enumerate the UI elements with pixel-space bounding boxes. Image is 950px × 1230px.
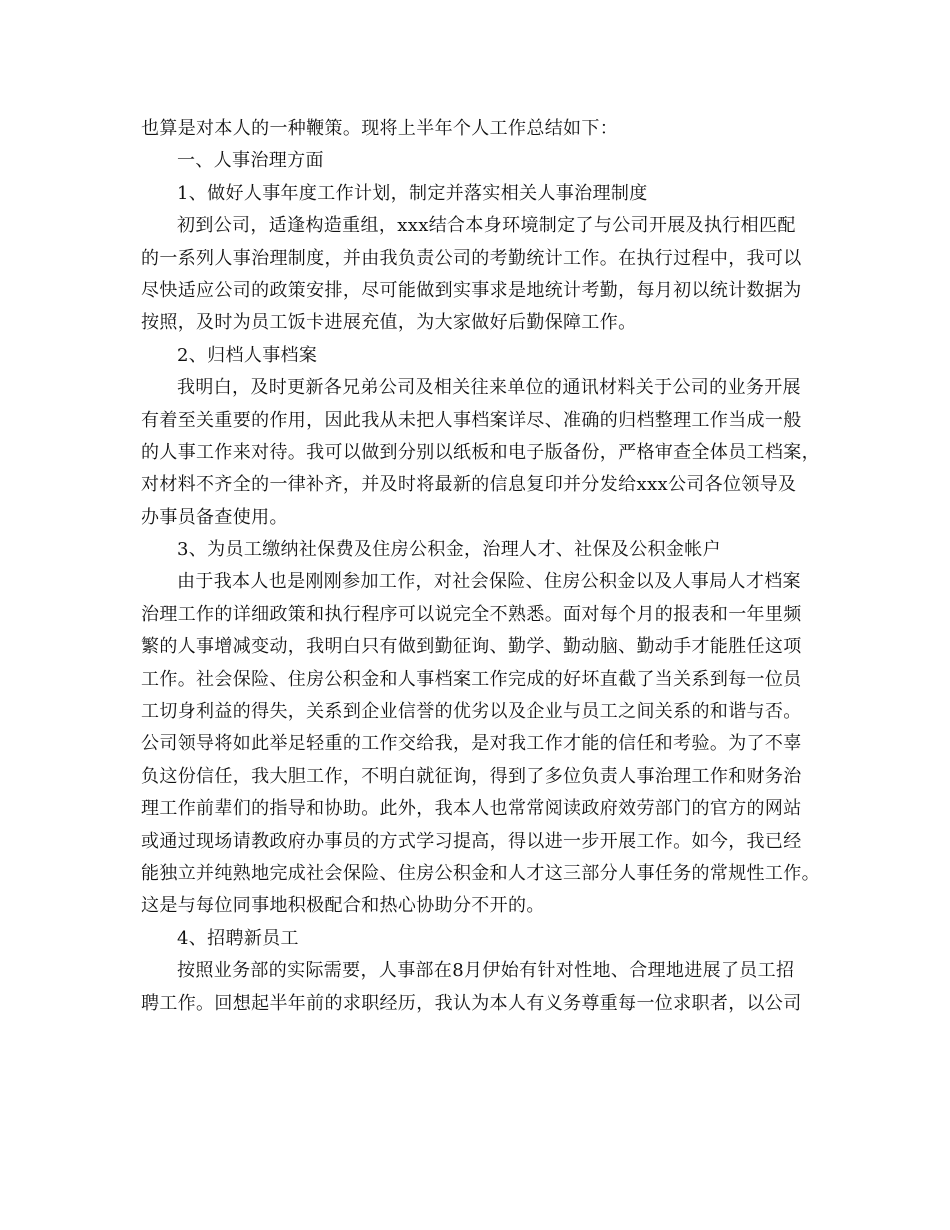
paragraph-line: 工切身利益的得失，关系到企业信誉的优劣以及企业与员工之间关系的和谐与否。 xyxy=(141,701,802,723)
paragraph-line: 或通过现场请教政府办事员的方式学习提高，得以进一步开展工作。如今，我已经 xyxy=(141,830,802,852)
paragraph-line: 有着至关重要的作用，因此我从未把人事档案详尽、准确的归档整理工作当成一般 xyxy=(141,409,802,431)
paragraph-line: 工作。社会保险、住房公积金和人事档案工作完成的好坏直截了当关系到每一位员 xyxy=(141,668,802,690)
section-heading: 一、人事治理方面 xyxy=(177,150,324,172)
paragraph-line: 治理工作的详细政策和执行程序可以说完全不熟悉。面对每个月的报表和一年里频 xyxy=(141,603,802,625)
text-line: 也算是对本人的一种鞭策。现将上半年个人工作总结如下： xyxy=(141,118,619,139)
paragraph-line: 我明白，及时更新各兄弟公司及相关往来单位的通讯材料关于公司的业务开展 xyxy=(177,377,801,399)
paragraph-line: 按照，及时为员工饭卡进展充值，为大家做好后勤保障工作。 xyxy=(141,312,637,334)
paragraph-line: 办事员备查使用。 xyxy=(141,506,288,528)
paragraph-line: 按照业务部的实际需要，人事部在8月伊始有针对性地、合理地进展了员工招 xyxy=(177,960,795,982)
paragraph-line: 能独立并纯熟地完成社会保险、住房公积金和人才这三部分人事任务的常规性工作。 xyxy=(141,862,820,884)
paragraph-line: 对材料不齐全的一律补齐，并及时将最新的信息复印并分发给xxx公司各位领导及 xyxy=(141,474,797,496)
document-body xyxy=(0,113,950,1020)
paragraph-line: 初到公司，适逢构造重组，xxx结合本身环境制定了与公司开展及执行相匹配 xyxy=(177,215,796,237)
paragraph-line: 的人事工作来对待。我可以做到分别以纸板和电子版备份，严格审查全体员工档案， xyxy=(141,441,820,463)
subsection-heading: 1、做好人事年度工作计划，制定并落实相关人事治理制度 xyxy=(177,182,648,204)
subsection-heading: 3、为员工缴纳社保费及住房公积金，治理人才、社保及公积金帐户 xyxy=(177,539,721,561)
paragraph-line: 这是与每位同事地积极配合和热心协助分不开的。 xyxy=(141,895,545,917)
paragraph-line: 理工作前辈们的指导和协助。此外，我本人也常常阅读政府效劳部门的官方的网站 xyxy=(141,798,802,820)
subsection-heading: 4、招聘新员工 xyxy=(177,927,299,949)
paragraph-line: 公司领导将如此举足轻重的工作交给我，是对我工作才能的信任和考验。为了不辜 xyxy=(141,733,802,755)
paragraph-line: 的一系列人事治理制度，并由我负责公司的考勤统计工作。在执行过程中，我可以 xyxy=(141,247,802,269)
paragraph-line: 繁的人事增减变动，我明白只有做到勤征询、勤学、勤动脑、勤动手才能胜任这项 xyxy=(141,636,802,658)
paragraph-line: 由于我本人也是刚刚参加工作，对社会保险、住房公积金以及人事局人才档案 xyxy=(177,571,801,593)
paragraph-line: 负这份信任，我大胆工作，不明白就征询，得到了多位负责人事治理工作和财务治 xyxy=(141,765,802,787)
paragraph-line: 聘工作。回想起半年前的求职经历，我认为本人有义务尊重每一位求职者，以公司 xyxy=(141,992,802,1014)
paragraph-line: 尽快适应公司的政策安排，尽可能做到实事求是地统计考勤，每月初以统计数据为 xyxy=(141,279,802,301)
subsection-heading: 2、归档人事档案 xyxy=(177,344,318,366)
